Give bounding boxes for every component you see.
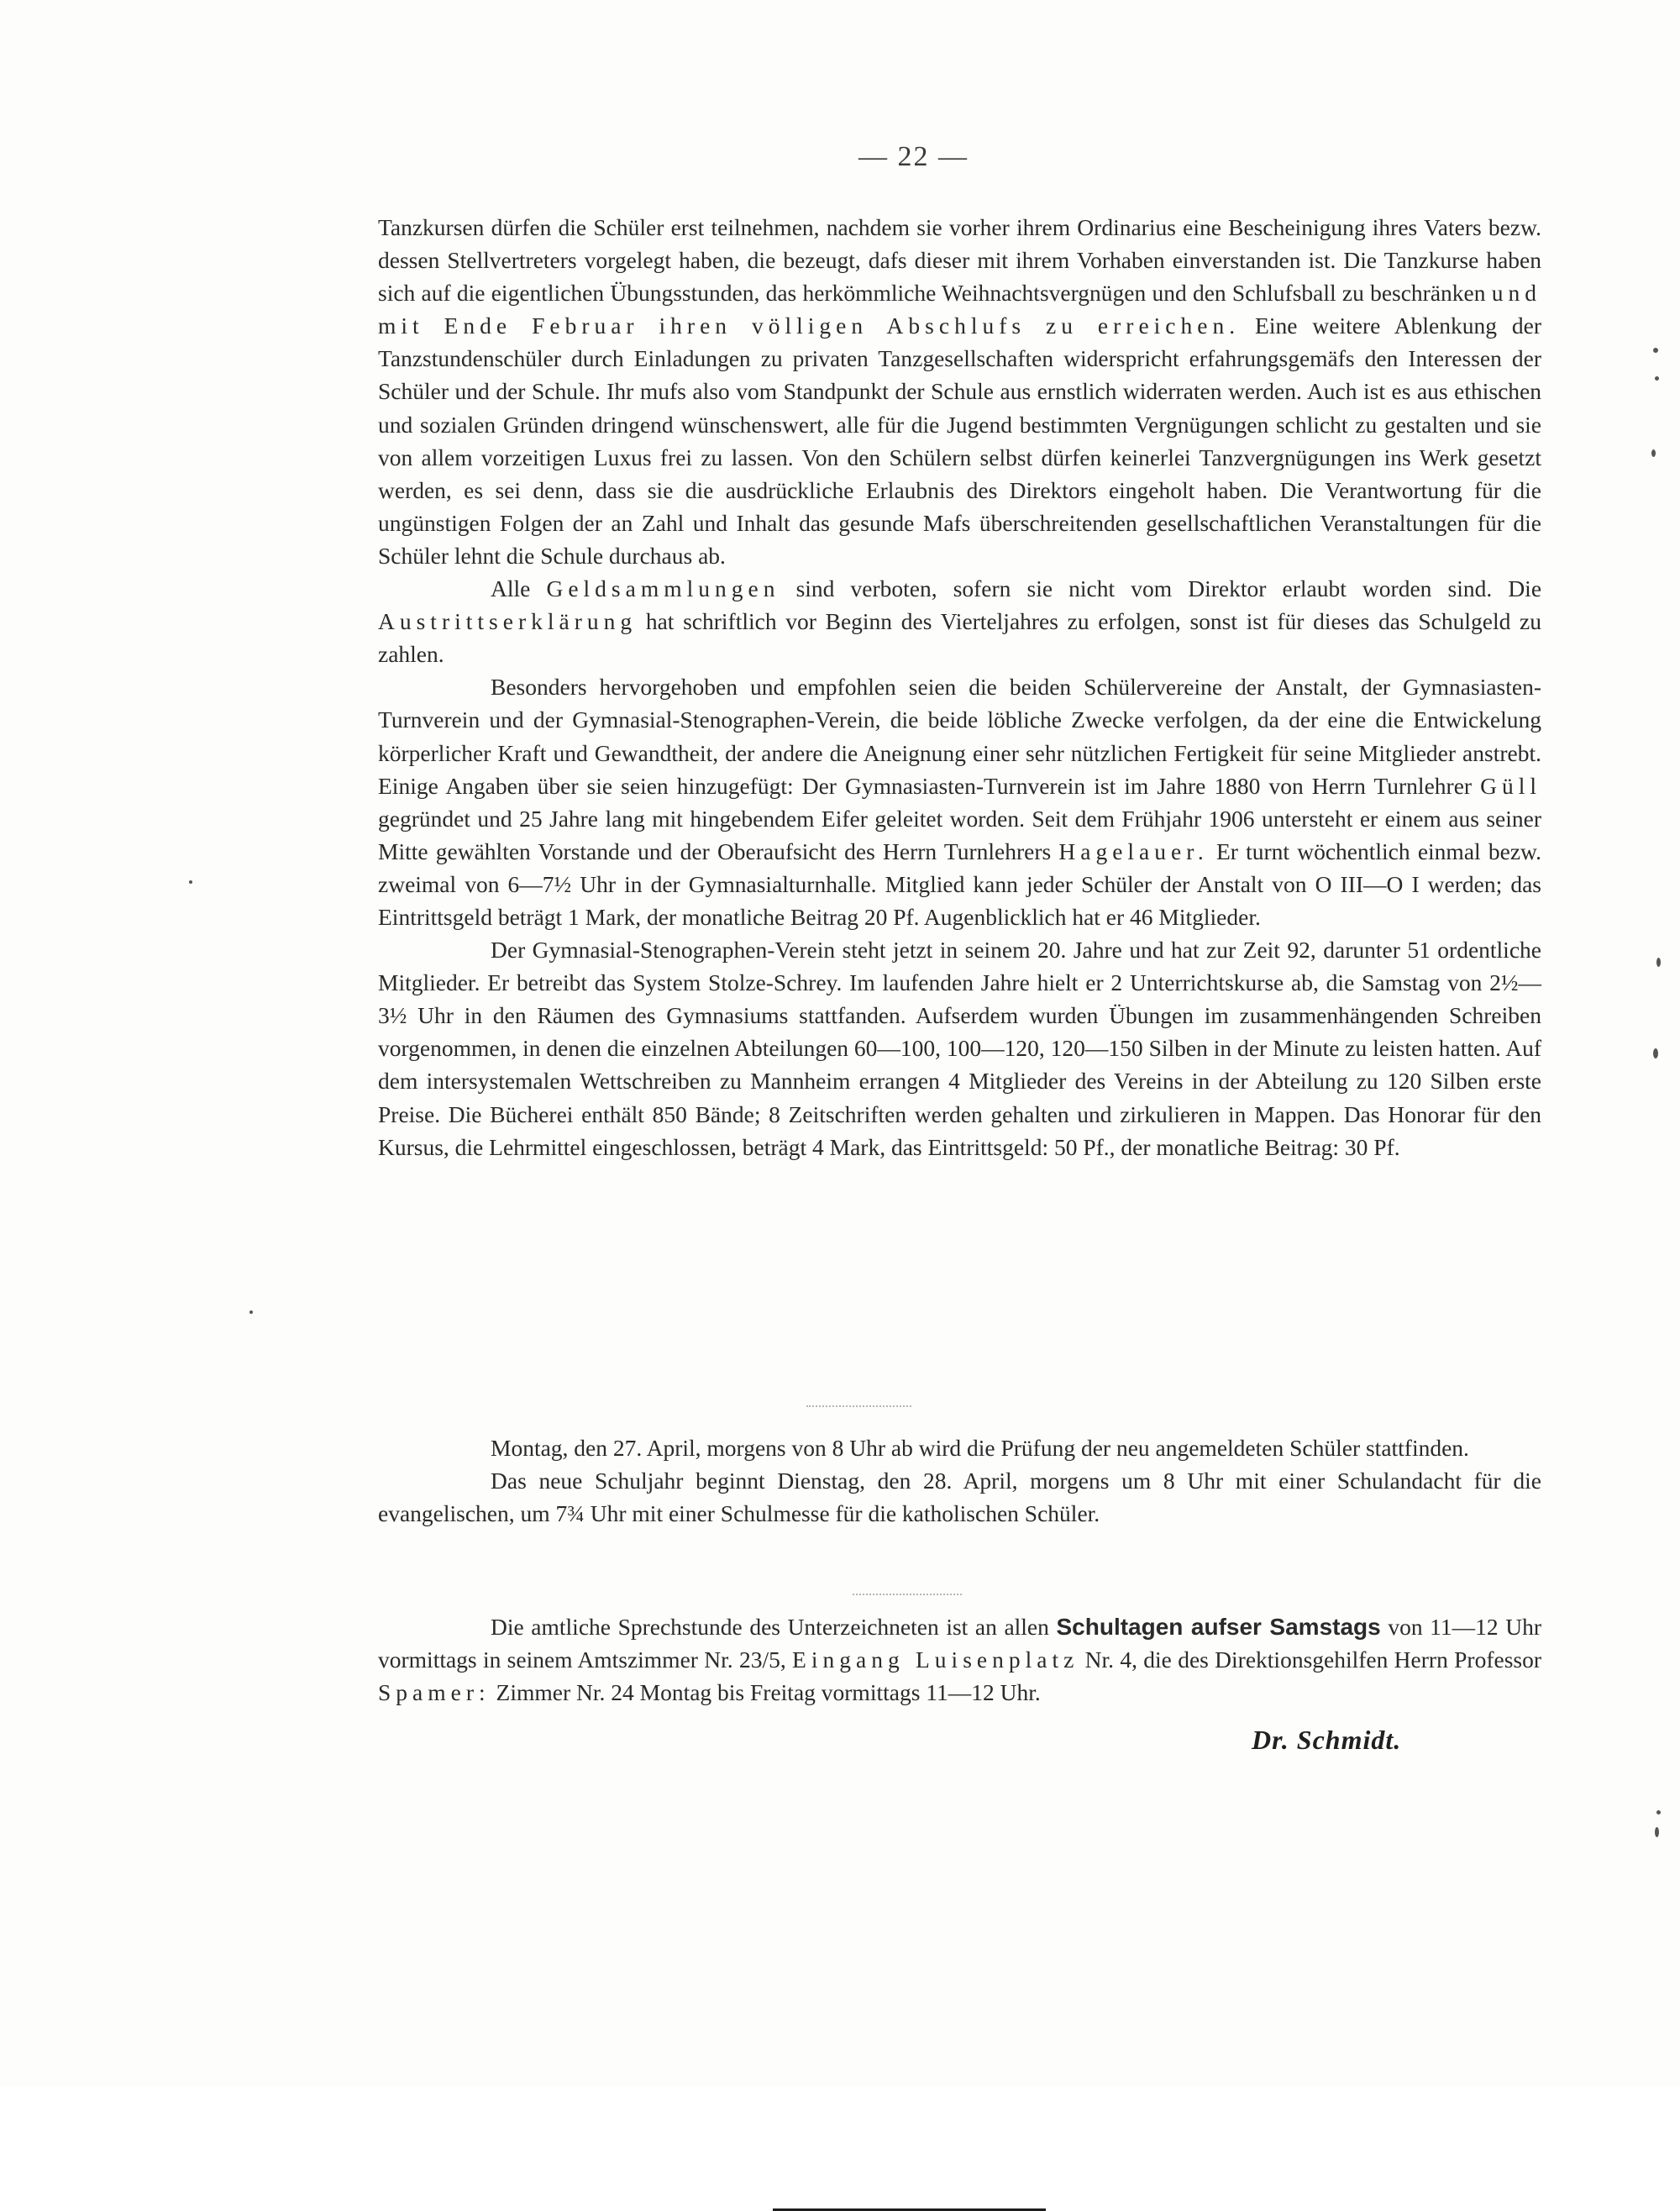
- scan-speck: [1651, 449, 1656, 457]
- office-text-b: von 11—12 Uhr vormittags in seinem Amtszimmer Nr. 23/5,: [378, 1614, 1541, 1673]
- separator-dotted-2: [853, 1594, 962, 1595]
- dance-spaced-text: und mit Ende Februar ihren völligen Abschlufs zu erreichen.: [378, 280, 1542, 339]
- exam-text: Montag, den 27. April, morgens von 8 Uhr ab wird die Prüfung der neu angemeldeten Schüler stattfinden.: [491, 1435, 1469, 1461]
- paragraph-school-year: [378, 1464, 1541, 1530]
- scan-speck: [1655, 1827, 1659, 1837]
- paragraph-student-clubs: [378, 670, 1541, 933]
- scan-speck: [1653, 348, 1658, 353]
- scan-speck: [1655, 376, 1659, 381]
- clubs-name-hagelauer: Hagelauer.: [1058, 838, 1209, 864]
- paragraph-dance-courses: [378, 211, 1541, 572]
- office-text-c: Nr. 4, die des Direktionsgehilfen Herrn Professor: [1084, 1646, 1542, 1673]
- separator-dotted-1: [806, 1405, 911, 1407]
- steno-text: Der Gymnasial-Stenographen-Verein steht jetzt in seinem 20. Jahre und hat zur Zeit 92, darunter 51 ordentliche Mitglieder. Er betreibt das System Stolze-Schrey. Im laufenden Jahre hielt er 2 Unterrichtskurse ab, die Samstag von 2½—3½ Uhr in den Räumen des Gymnasiums stattfanden. Aufserdem wurden Übungen im zusammenhängenden Schreiben vorgenommen, in denen die einzelnen Abteilungen 60—100, 100—120, 120—150 Silben in der Minute zu leisten hatten. Auf dem intersystemalen Wettschreiben zu Mannheim errangen 4 Mitglieder des Vereins in der Abteilung zu 120 Silben erste Preise. Die Bücherei enthält 850 Bände; 8 Zeitschriften werden gehalten und zirkulieren in Mappen. Das Honorar für den Kursus, die Lehrmittel eingeschlossen, beträgt 4 Mark, das Eintrittsgeld: 50 Pf., der monatliche Beitrag: 30 Pf.: [378, 937, 1541, 1160]
- office-spaced-name: Spamer:: [378, 1679, 491, 1706]
- dance-text-rest: Eine weitere Ablenkung der Tanzstundenschüler durch Einladungen zu privaten Tanzgesellschaften widerspricht erfahrungsgemäfs den Interessen der Schüler und der Schule. Ihr mufs also vom Standpunkt der Schule aus ernstlich widerraten werden. Auch ist es aus ethischen und sozialen Gründen dringend wünschenswert, alle für die Jugend bestimmten Vergnügungen schlicht zu gestalten und sie von allem vorzeitigen Luxus frei zu lassen. Von den Schülern selbst dürfen keinerlei Tanzvergnügungen ins Werk gesetzt werden, es sei denn, dass sie die ausdrückliche Erlaubnis des Direktors eingeholt haben. Die Verantwortung für die ungünstigen Folgen der an Zahl und Inhalt das gesunde Mafs überschreitenden gesellschaftlichen Veranstaltungen für die Schüler lehnt die Schule durchaus ab.: [378, 312, 1542, 569]
- dance-text: Tanzkursen dürfen die Schüler erst teilnehmen, nachdem sie vorher ihrem Ordinarius eine Bescheinigung ihres Vaters bezw. dessen Stellvertreters vorgelegt haben, die bezeugt, dafs dieser mit ihrem Vorhaben einverstanden ist. Die Tanzkurse haben sich auf die eigentlichen Übungsstunden, das herkömmliche Weihnachtsvergnügen und den Schlufsball zu beschränken: [378, 214, 1541, 307]
- office-text-d: Zimmer Nr. 24 Montag bis Freitag vormittags 11—12 Uhr.: [496, 1679, 1041, 1706]
- main-text-block: [378, 211, 1541, 1163]
- clubs-text-a: Besonders hervorgehoben und empfohlen seien die beiden Schülervereine der Anstalt, der Gymnasiasten-Turnverein und der Gymnasial-Stenographen-Verein, die beide löbliche Zwecke verfolgen, da der eine die Entwickelung körperlicher Kraft und Gewandtheit, der andere die Aneignung einer sehr nützlichen Fertigkeit für seine Mitglieder anstrebt. Einige Angaben über sie seien hinzugefügt: Der Gymnasiasten-Turnverein ist im Jahre 1880 von Herrn Turnlehrer: [378, 674, 1541, 799]
- clubs-name-guell: Güll: [1480, 772, 1542, 799]
- collections-text-c: hat schriftlich vor Beginn des Vierteljahres zu erfolgen, sonst ist für dieses das Schulgeld zu zahlen.: [378, 608, 1542, 668]
- scan-speck: [249, 1310, 253, 1314]
- collections-text-a: Alle: [491, 575, 531, 602]
- scan-speck: [1656, 958, 1661, 967]
- scan-speck: [189, 880, 192, 884]
- page-number: — 22 —: [858, 141, 969, 172]
- paragraph-entrance-exam: [378, 1431, 1541, 1464]
- office-spaced-location: Eingang Luisenplatz: [792, 1646, 1079, 1673]
- signature: Dr. Schmidt.: [1252, 1725, 1402, 1755]
- paragraph-stenography-club: [378, 933, 1541, 1163]
- scan-speck: [1656, 1810, 1661, 1814]
- scan-speck: [1653, 1048, 1658, 1058]
- clubs-text-c: Er turnt wöchentlich einmal bezw. zweimal von 6—7½ Uhr in der Gymnasialturnhalle. Mitglied kann jeder Schüler der Anstalt von O III—O I werden; das Eintrittsgeld beträgt 1 Mark, der monatliche Beitrag 20 Pf. Augenblicklich hat er 46 Mitglieder.: [378, 838, 1541, 930]
- collections-text-b: sind verboten, sofern sie nicht vom Direktor erlaubt worden sind. Die: [795, 575, 1542, 602]
- office-text-a: Die amtliche Sprechstunde des Unterzeichneten ist an allen: [491, 1614, 1049, 1640]
- office-hours-block: [378, 1610, 1541, 1709]
- clubs-text-b: gegründet und 25 Jahre lang mit hingebendem Eifer geleitet worden. Seit dem Frühjahr 1906 untersteht er einem aus seiner Mitte gewählten Vorstande und der Oberaufsicht des Herrn Turnlehrers: [378, 805, 1541, 864]
- schedule-text-block: [378, 1431, 1541, 1530]
- withdrawal-spaced-term: Austrittserklärung: [378, 608, 638, 635]
- paragraph-collections: [378, 572, 1541, 670]
- collections-spaced-term: Geldsammlungen: [546, 575, 780, 602]
- paragraph-office-hours: [378, 1610, 1541, 1709]
- schoolyear-text: Das neue Schuljahr beginnt Dienstag, den 28. April, morgens um 8 Uhr mit einer Schulandacht für die evangelischen, um 7¾ Uhr mit einer Schulmesse für die katholischen Schüler.: [378, 1468, 1541, 1527]
- office-bold-text: Schultagen aufser Samstags: [1056, 1614, 1381, 1640]
